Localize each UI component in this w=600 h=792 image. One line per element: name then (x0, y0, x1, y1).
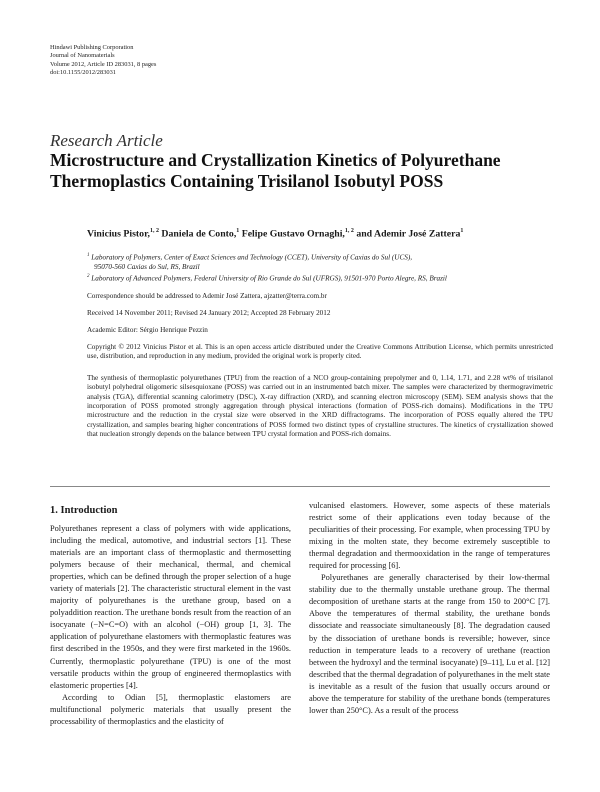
affil-sup: 1 (87, 253, 90, 258)
author-list (87, 228, 463, 239)
author-name: and Ademir José Zattera (356, 228, 461, 240)
doi-line: doi:10.1155/2012/283031 (50, 68, 116, 76)
author-name: Vinicius Pistor, (87, 228, 150, 240)
paragraph: vulcanised elastomers. However, some aspects of these materials restrict some of their applications even today because of the peculiarities of their processing. For example, when processing TPU by mixing in the molten state, they become extremely susceptible to thermal degradation and thermooxidation in the range of temperatures required for processing [6]. (309, 501, 550, 571)
paragraph: According to Odian [5], thermoplastic elastomers are multifunctional polymeric materials that usually present the processability of thermoplastics and the elasticity of (50, 692, 291, 726)
article-type: Research Article (50, 131, 163, 150)
title-line-2: Thermoplastics Containing Trisilanol Isobutyl POSS (50, 171, 444, 191)
affiliation-2 (87, 272, 553, 284)
author-name: Felipe Gustavo Ornaghi, (241, 228, 345, 240)
title-line-1: Microstructure and Crystallization Kinetics of Polyurethane (50, 150, 501, 170)
copyright-notice: Copyright © 2012 Vinicius Pistor et al. This is an open access article distributed under the Creative Commons Attribution License, which permits unrestricted use, distribution, and reproduction in any medium, provided the original work is properly cited. (87, 343, 553, 361)
correspondence: Correspondence should be addressed to Ademir José Zattera, ajzatter@terra.com.br (87, 292, 327, 300)
author-affil-sup: 1, 2 (344, 228, 354, 234)
paragraph: Polyurethanes are generally characterised by their low-thermal stability due to the thermally unstable urethane group. The thermal decomposition of urethane starts at the range from 150 to 200°C [7]. Above the temperatures of thermal stability, the urethane bonds dissociate and reassociate simultaneously [8]. The degradation caused by the dissociation of urethane bonds is reversible; however, since reduction in temperature leads to a recovery of urethane (reaction between the hydroxyl and the terminal isocyanate) [9–11], Lu et al. [12] described that the thermal degradation of polyurethanes in the melt state is inevitable as a result of the fusion that usually occurs around or above the temperature for stability of the urethane bonds (temperatures lower than 250°C). As a result of the process (309, 573, 550, 715)
author-affil-sup: 1 (236, 228, 240, 234)
academic-editor: Academic Editor: Sérgio Henrique Pezzin (87, 326, 208, 334)
received-dates: Received 14 November 2011; Revised 24 January 2012; Accepted 28 February 2012 (87, 309, 331, 317)
abstract: The synthesis of thermoplastic polyurethanes (TPU) from the reaction of a NCO group-containing prepolymer and 0, 1.14, 1.71, and 2.28 wt% of trisilanol isobutyl polyhedral oligomeric silsesquioxane (POSS) was carried out in an instrumented batch mixer. The samples were characterized by thermogravimetric analysis (TGA), differential scanning calorimetry (DSC), X-ray diffraction (XRD), and scanning electron microscopy (SEM). SEM analysis shows that the incorporation of POSS promoted strongly aggregation through physical interactions (formation of POSS-rich domains). Modifications in the TPU microstructure and the reduction in the crystal size were observed in the XRD diffractograms. The incorporation of POSS equally altered the TPU crystallization, and samples bearing higher concentrations of POSS formed two distinct types of crystalline structures. The kinetics of crystallization showed that nucleation strongly depends on the balance between TPU crystal formation and POSS-rich domains. (87, 374, 553, 439)
affil-text-cont: 95070-560 Caxias do Sul, RS, Brazil (94, 262, 200, 271)
author-affil-sup: 1, 2 (149, 228, 159, 234)
author-affil-sup: 1 (460, 228, 464, 234)
left-column (50, 523, 291, 728)
journal-header (50, 44, 156, 77)
section-heading: 1. Introduction (50, 505, 118, 516)
volume-line: Volume 2012, Article ID 283031, 8 pages (50, 60, 157, 68)
right-column (309, 500, 550, 717)
affil-text: Laboratory of Advanced Polymers, Federal University of Rio Grande do Sul (UFRGS), 91501-970 Porto Alegre, RS, Brazil (91, 274, 447, 283)
affil-sup: 2 (87, 274, 90, 279)
publisher-line: Hindawi Publishing Corporation (50, 44, 134, 51)
paper-title (50, 150, 570, 192)
author-name: Daniela de Conto, (161, 228, 237, 240)
journal-line: Journal of Nanomaterials (50, 52, 115, 60)
paragraph: Polyurethanes represent a class of polymers with wide applications, including the medical, automotive, and industrial sectors [1]. These materials are an important class of thermoplastic and thermosetting polymers because of their mechanical, thermal, and chemical properties, which can be defined through the proper selection of a huge variety of materials [2]. The characteristic structural element in the vast majority of polyurethanes is the urethane group, based on a polyaddition reaction. The urethane bonds result from the reaction of an isocyanate (−N=C=O) with an alcohol (−OH) group [1, 3]. The application of polyurethane elastomers with thermoplastic features was first described in the 1950s, and they were first marketed in the 1960s. Currently, thermoplastic polyurethane (TPU) is one of the most versatile products within the group of engineered thermoplastics with elastomeric properties [4]. (50, 524, 291, 690)
affil-text: Laboratory of Polymers, Center of Exact Sciences and Technology (CCET), University of Caxias do Sul (UCS), (91, 253, 413, 262)
section-divider (50, 486, 550, 487)
affiliation-1 (87, 251, 553, 272)
